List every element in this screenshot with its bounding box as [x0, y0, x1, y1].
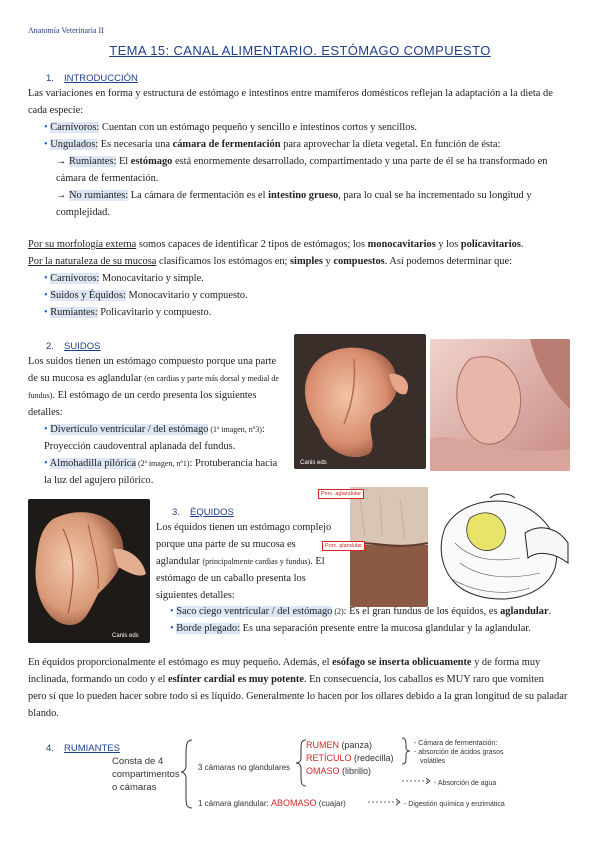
section-number: 2.: [46, 341, 54, 352]
bullet-icon: •: [44, 307, 48, 318]
bullet-icon: •: [44, 458, 48, 469]
item-text: la luz del agujero pilórico.: [44, 475, 154, 486]
consta-text: [112, 755, 180, 794]
item-bold: estómago: [130, 156, 173, 167]
section-title: INTRODUCCIÓN: [64, 73, 138, 84]
horse-stomach-illustration: [28, 499, 150, 643]
section-number: 4.: [46, 743, 54, 754]
text-line: Los suidos tienen un estómago compuesto porque una parte: [28, 356, 277, 367]
text-line: [28, 387, 300, 404]
list-item: [44, 270, 584, 287]
small-text: fundus): [28, 391, 53, 400]
text: de su mucosa es aglandular: [28, 373, 145, 384]
intro-line: Las variaciones en forma y estructura de estómago e intestinos entre mamíferos domésticos reflejan la adaptación a la dieta de: [28, 88, 553, 99]
item-bold: aglandular: [500, 606, 549, 617]
small-text: (en cardias y parte más dorsal y medial de: [144, 374, 279, 383]
chamber-name: ABOMASO: [270, 798, 317, 808]
text-line: [156, 553, 348, 570]
equidos-summary-paragraph: [28, 654, 588, 722]
note-text: absorción de ácidos grasos: [418, 749, 504, 756]
glandular-label: Porc. glandular: [322, 541, 365, 551]
section-title: ÉQUIDOS: [190, 507, 234, 518]
text: y: [322, 256, 334, 267]
item-text: La cámara de fermentación es el: [128, 190, 269, 201]
text: . En consecuencia, los caballos es MUY raro que vomiten: [303, 674, 544, 685]
bold-text: monocavitarios: [367, 239, 436, 250]
item-label: Rumiantes:: [69, 156, 117, 167]
chamber-alias: (panza): [339, 740, 373, 750]
item-text: Proyección caudoventral aplanada del fundus.: [44, 441, 236, 452]
item-bold: cámara de fermentación: [172, 139, 281, 150]
types-list: [44, 119, 584, 221]
list-item: [44, 287, 584, 304]
small-text: (2): [332, 607, 344, 616]
pyloric-pad-illustration: [430, 339, 570, 471]
item-label: Suidos y Équidos:: [50, 290, 126, 301]
text-line: blando.: [28, 708, 59, 719]
note-line: - absorción de ácidos grasos: [414, 749, 504, 756]
pig-stomach-photo: [294, 334, 426, 469]
three-chambers-label: 3 cámaras no glandulares: [198, 763, 291, 772]
text-line: Los équidos tienen un estómago complejo: [156, 522, 332, 533]
small-text: (principalmente cardias y fundus): [202, 557, 311, 566]
note-text: Digestión química y enzimática: [408, 801, 505, 808]
text: aglandular: [156, 556, 203, 567]
small-text: (1ª imagen, nº3): [208, 425, 262, 434]
text: .: [548, 606, 552, 617]
item-text: , para lo cual se ha incrementado su longitud y: [338, 190, 532, 201]
bold-text: compuestos: [333, 256, 385, 267]
bold-text: esfínter cardial es muy potente: [167, 674, 304, 685]
suidos-paragraph: [28, 353, 300, 421]
water-absorption-note: - Absorción de agua: [434, 780, 497, 787]
item-text: Protuberancia hacia: [192, 458, 278, 469]
small-text: (2ª imagen, nº1): [135, 459, 190, 468]
digestion-note: - Digestión química y enzimática: [404, 801, 505, 808]
text: clasificamos los estómagos en;: [156, 256, 291, 267]
section-number: 1.: [46, 73, 54, 84]
list-item: [170, 603, 590, 620]
underlined-text: Por la naturaleza de su mucosa: [28, 256, 157, 267]
text: somos capaces de identificar 2 tipos de estómagos; los: [136, 239, 368, 250]
equidos-paragraph: [156, 519, 348, 604]
arrow-icon: →: [56, 156, 67, 167]
mucosa-line: [28, 253, 588, 270]
glandular-chamber-line: [198, 795, 346, 812]
text: .: [520, 239, 524, 250]
equidos-list: [170, 603, 590, 637]
item-label: Almohadilla pilórica: [49, 458, 136, 469]
item-text: Monocavitario y simple.: [99, 273, 204, 284]
intro-line: cada especie:: [28, 105, 84, 116]
text-line: estómago de un caballo presenta los: [156, 573, 306, 584]
text-line: [28, 671, 588, 688]
stomach-sketch: [430, 488, 570, 608]
list-item: [44, 136, 584, 153]
item-text: está enormemente desarrollado, compartimentado y una parte de él se ha transformado en: [172, 156, 548, 167]
item-text: Es una separación presente entre la mucosa glandular y la aglandular.: [240, 623, 531, 634]
text-line: siguientes detalles:: [156, 590, 235, 601]
note-text: Cámara de fermentación:: [418, 740, 498, 747]
document-header: Anatomía Veterinaria II: [28, 26, 104, 35]
chamber-item: [306, 752, 394, 765]
photo-caption: Canis eds: [300, 460, 327, 466]
chamber-item: [306, 765, 394, 778]
item-text: El: [116, 156, 131, 167]
item-label: Ungulados:: [50, 139, 99, 150]
text: En équidos proporcionalmente el estómago es muy pequeño. Además, el: [28, 657, 333, 668]
arrow-icon: →: [56, 190, 67, 201]
list-subitem: [44, 187, 584, 204]
text: y de forma muy: [471, 657, 541, 668]
list-subitem-cont: cámara de fermentación.: [56, 173, 159, 184]
bullet-icon: •: [44, 122, 48, 133]
list-item: [170, 620, 590, 637]
text-line: o cámaras: [112, 782, 157, 793]
chamber-name: OMASO: [306, 766, 340, 776]
horse-stomach-photo: [28, 499, 150, 643]
text: y los: [435, 239, 461, 250]
item-label: Rumiantes:: [50, 307, 98, 318]
bullet-icon: •: [170, 623, 174, 634]
bold-text: simples: [290, 256, 323, 267]
item-label: Carnívoros:: [50, 273, 100, 284]
item-label: No rumiantes:: [69, 190, 129, 201]
item-text: Monocavitario y compuesto.: [125, 290, 248, 301]
section-title: SUIDOS: [64, 341, 101, 352]
chamber-item: [306, 739, 394, 752]
section-number: 3.: [172, 507, 180, 518]
classification-paragraph: [28, 236, 588, 270]
chamber-alias: (librillo): [339, 766, 372, 776]
note-line: - Cámara de fermentación:: [414, 740, 498, 747]
item-label: Saco ciego ventricular / del estómago: [176, 606, 333, 617]
chamber-alias: (redecilla): [351, 753, 394, 763]
list-item: [44, 455, 302, 472]
list-item: [44, 304, 584, 321]
text-line: Consta de 4: [112, 756, 164, 767]
text-line: detalles:: [28, 407, 63, 418]
bullet-icon: •: [170, 606, 174, 617]
item-label: Carnívoros:: [50, 122, 100, 133]
section-title: RUMIANTES: [64, 743, 120, 754]
text: :: [261, 424, 265, 435]
note-text: volátiles: [420, 758, 446, 765]
list-item: [44, 421, 302, 438]
item-text: para aprovechar la dieta vegetal. En función de ésta:: [280, 139, 501, 150]
bullet-icon: •: [44, 290, 48, 301]
suidos-list: [44, 421, 302, 489]
note-text: Absorción de agua: [437, 780, 497, 787]
item-text: Cuentan con un estómago pequeño y sencillo e intestinos cortos y sencillos.: [99, 122, 418, 133]
item-bold: intestino grueso: [268, 190, 339, 201]
text-line: porque una parte de su mucosa es: [156, 539, 296, 550]
underlined-text: Por su morfología externa: [28, 239, 137, 250]
text-line: [28, 370, 300, 387]
horse-stomach-drawing: [430, 488, 570, 608]
pyloric-pad-photo: [430, 339, 570, 471]
list-item: [44, 119, 584, 136]
item-text: Policavitario y compuesto.: [97, 307, 212, 318]
text-line: pero sí que lo pueden hacer sobre todo si es líquido. Generalmente lo hacen por los ollares debido a la gran longitud de su paladar: [28, 691, 568, 702]
text-line: [28, 654, 588, 671]
text-line: compartimentos: [112, 769, 180, 780]
text: . Así podemos determinar que:: [384, 256, 512, 267]
morphology-line: [28, 236, 588, 253]
text: inclinada, formando un codo y el: [28, 674, 168, 685]
text: . El estómago de un cerdo presenta los siguientes: [52, 390, 257, 401]
list-subitem: [44, 153, 584, 170]
text: 1 cámara glandular:: [198, 799, 269, 808]
intro-paragraph: [28, 85, 583, 119]
section-4-heading: [46, 740, 120, 757]
bullet-icon: •: [44, 139, 48, 150]
bold-text: esófago se inserta oblicuamente: [332, 657, 472, 668]
fermentation-notes: [414, 739, 504, 766]
chamber-list: [306, 739, 394, 778]
text: :: [189, 458, 193, 469]
item-label: Borde plegado:: [176, 623, 241, 634]
bullet-icon: •: [44, 424, 48, 435]
chamber-name: RUMEN: [306, 740, 339, 750]
photo-caption: Canis eds: [112, 633, 139, 639]
item-label: Divertículo ventricular / del estómago: [50, 424, 209, 435]
classification-list: [44, 270, 584, 321]
item-text: : Es el gran fundus de los équidos, es: [343, 606, 501, 617]
aglandular-label: Porc. aglandular: [318, 489, 364, 499]
page-title: TEMA 15: CANAL ALIMENTARIO. ESTÓMAGO COMPUESTO: [109, 43, 491, 58]
chamber-name: RETÍCULO: [306, 753, 352, 763]
chamber-alias: (cuajar): [316, 799, 346, 808]
bold-text: policavitarios: [460, 239, 521, 250]
bullet-icon: •: [44, 273, 48, 284]
item-text: Es necesaria una: [98, 139, 173, 150]
text: . El: [310, 556, 325, 567]
pig-stomach-illustration: [294, 334, 426, 469]
list-subitem-cont: complejidad.: [56, 207, 110, 218]
